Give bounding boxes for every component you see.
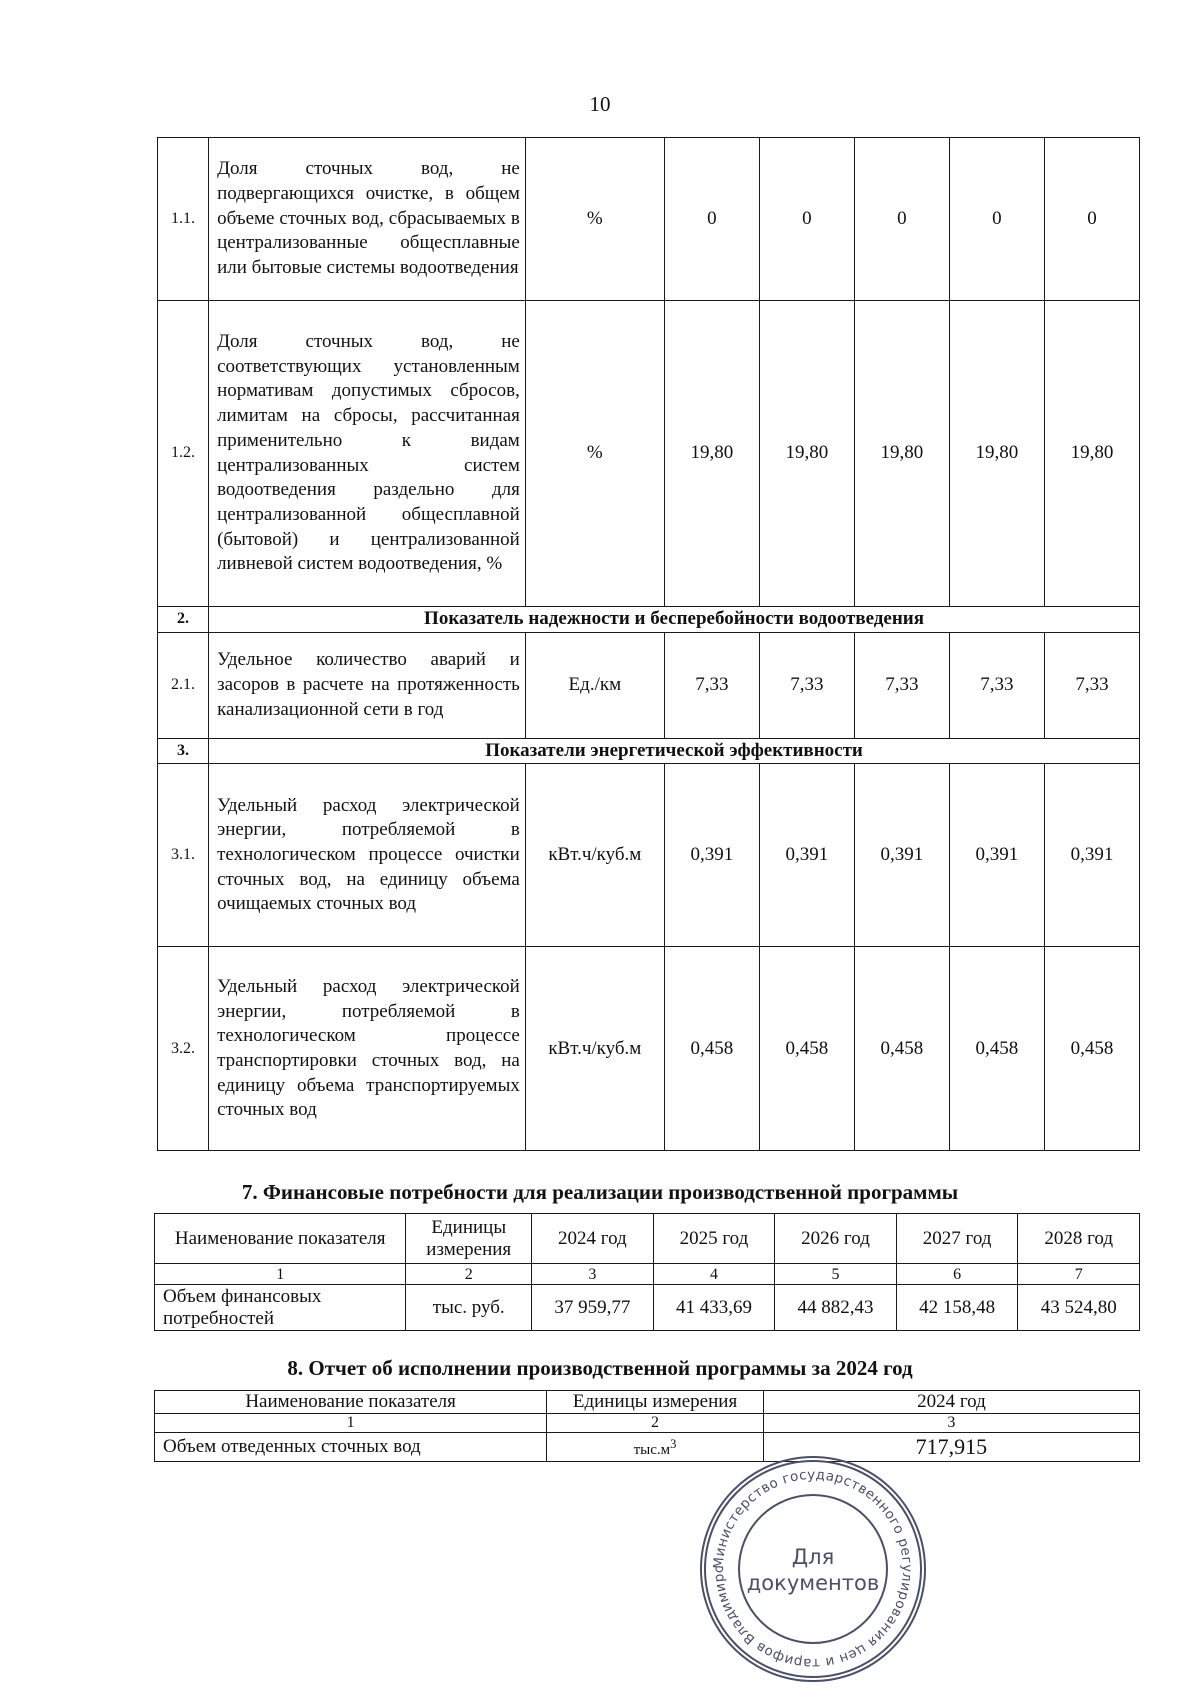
indicator-unit: кВт.ч/куб.м <box>525 764 664 947</box>
indicators-table <box>157 137 1140 1151</box>
column-index: 3 <box>532 1264 654 1285</box>
indicator-value: 0 <box>759 138 854 301</box>
indicator-unit: % <box>525 301 664 607</box>
indicator-value: 19,80 <box>854 301 949 607</box>
column-index: 7 <box>1018 1264 1140 1285</box>
row-number: 1.1. <box>158 138 209 301</box>
row-number: 1.2. <box>158 301 209 607</box>
indicator-unit: Ед./км <box>525 632 664 738</box>
table-row <box>158 947 1140 1151</box>
financial-needs-table <box>154 1213 1140 1331</box>
column-header: 2024 год <box>763 1391 1139 1414</box>
row-value: 43 524,80 <box>1018 1285 1140 1331</box>
column-header: 2028 год <box>1018 1214 1140 1264</box>
indicator-name: Удельный расход электрической энергии, потребляемой в технологическом процессе транспортировки сточных вод, на единицу объема транспортируемых сточных вод <box>209 947 526 1151</box>
table-row <box>158 301 1140 607</box>
official-stamp <box>696 1452 930 1686</box>
unit-exponent: 3 <box>670 1437 677 1451</box>
column-header: 2027 год <box>896 1214 1018 1264</box>
column-index: 4 <box>653 1264 775 1285</box>
page-number: 10 <box>589 92 611 116</box>
indicator-value: 0,458 <box>949 947 1044 1151</box>
unit-text: тыс.м <box>633 1442 671 1458</box>
column-header: Наименование показателя <box>155 1391 547 1414</box>
indicator-value: 0 <box>949 138 1044 301</box>
column-index: 6 <box>896 1264 1018 1285</box>
stamp-seal-icon <box>696 1452 930 1686</box>
indicator-value: 0,391 <box>949 764 1044 947</box>
stamp-center-line1: Для <box>791 1545 835 1569</box>
row-number: 3.1. <box>158 764 209 947</box>
column-index: 2 <box>547 1414 764 1433</box>
column-header: Единицы измерения <box>547 1391 764 1414</box>
indicator-unit: % <box>525 138 664 301</box>
column-index: 2 <box>406 1264 532 1285</box>
section-number: 2. <box>158 607 209 633</box>
table-row <box>155 1285 1140 1331</box>
row-unit: тыс. руб. <box>406 1285 532 1331</box>
report-table <box>154 1390 1140 1462</box>
section-title: Показатель надежности и бесперебойности водоотведения <box>209 607 1140 633</box>
row-value: 42 158,48 <box>896 1285 1018 1331</box>
indicator-value: 7,33 <box>664 632 759 738</box>
indicator-value: 0 <box>1044 138 1139 301</box>
index-row <box>155 1414 1140 1433</box>
indicator-unit: кВт.ч/куб.м <box>525 947 664 1151</box>
indicator-value: 0,458 <box>1044 947 1139 1151</box>
indicator-value: 0,391 <box>664 764 759 947</box>
indicator-value: 0,458 <box>854 947 949 1151</box>
row-value: 717,915 <box>763 1433 1139 1462</box>
indicator-value: 7,33 <box>854 632 949 738</box>
indicator-name: Удельный расход электрической энергии, потребляемой в технологическом процессе очистки сточных вод, на единицу объема очищаемых сточных вод <box>209 764 526 947</box>
stamp-ring-text: Министерство государственного регулирования цен и тарифов Владимирс <box>710 1466 916 1672</box>
indicator-name: Удельное количество аварий и засоров в расчете на протяженность канализационной сети в год <box>209 632 526 738</box>
indicator-value: 7,33 <box>1044 632 1139 738</box>
column-index: 5 <box>775 1264 897 1285</box>
column-index: 1 <box>155 1264 406 1285</box>
table-row <box>158 632 1140 738</box>
row-label: Объем финансовых потребностей <box>155 1285 406 1331</box>
section-row <box>158 738 1140 764</box>
row-value: 37 959,77 <box>532 1285 654 1331</box>
indicator-value: 0,458 <box>664 947 759 1151</box>
section-8-title: 8. Отчет об исполнении производственной программы за 2024 год <box>287 1356 913 1380</box>
section-number: 3. <box>158 738 209 764</box>
section-title: Показатели энергетической эффективности <box>209 738 1140 764</box>
indicator-value: 0,391 <box>1044 764 1139 947</box>
section-7-title: 7. Финансовые потребности для реализации производственной программы <box>241 1180 959 1204</box>
indicator-value: 0 <box>664 138 759 301</box>
column-index: 1 <box>155 1414 547 1433</box>
column-header: 2025 год <box>653 1214 775 1264</box>
row-label: Объем отведенных сточных вод <box>155 1433 547 1462</box>
row-value: 41 433,69 <box>653 1285 775 1331</box>
column-header: 2024 год <box>532 1214 654 1264</box>
table-row <box>158 138 1140 301</box>
indicator-value: 0,458 <box>759 947 854 1151</box>
row-number: 3.2. <box>158 947 209 1151</box>
row-number: 2.1. <box>158 632 209 738</box>
table-row <box>158 764 1140 947</box>
column-header: 2026 год <box>775 1214 897 1264</box>
column-header: Наименование показателя <box>155 1214 406 1264</box>
header-row <box>155 1391 1140 1414</box>
indicator-value: 19,80 <box>759 301 854 607</box>
indicator-value: 0,391 <box>854 764 949 947</box>
indicator-name: Доля сточных вод, не соответствующих установленным нормативам допустимых сбросов, лимитам на сбросы, рассчитанная применительно к видам централизованных систем водоотведения раздельно для централизованной общесплавной (бытовой) и централизованной ливневой систем водоотведения, % <box>209 301 526 607</box>
index-row <box>155 1264 1140 1285</box>
indicator-value: 7,33 <box>949 632 1044 738</box>
section-row <box>158 607 1140 633</box>
row-value: 44 882,43 <box>775 1285 897 1331</box>
column-index: 3 <box>763 1414 1139 1433</box>
indicator-value: 0 <box>854 138 949 301</box>
indicator-value: 19,80 <box>664 301 759 607</box>
indicator-value: 19,80 <box>949 301 1044 607</box>
stamp-center-line2: документов <box>746 1571 880 1595</box>
table-row <box>155 1433 1140 1462</box>
header-row <box>155 1214 1140 1264</box>
indicator-name: Доля сточных вод, не подвергающихся очистке, в общем объеме сточных вод, сбрасываемых в централизованные общесплавные или бытовые системы водоотведения <box>209 138 526 301</box>
indicator-value: 0,391 <box>759 764 854 947</box>
indicator-value: 7,33 <box>759 632 854 738</box>
column-header: Единицы измерения <box>406 1214 532 1264</box>
indicator-value: 19,80 <box>1044 301 1139 607</box>
